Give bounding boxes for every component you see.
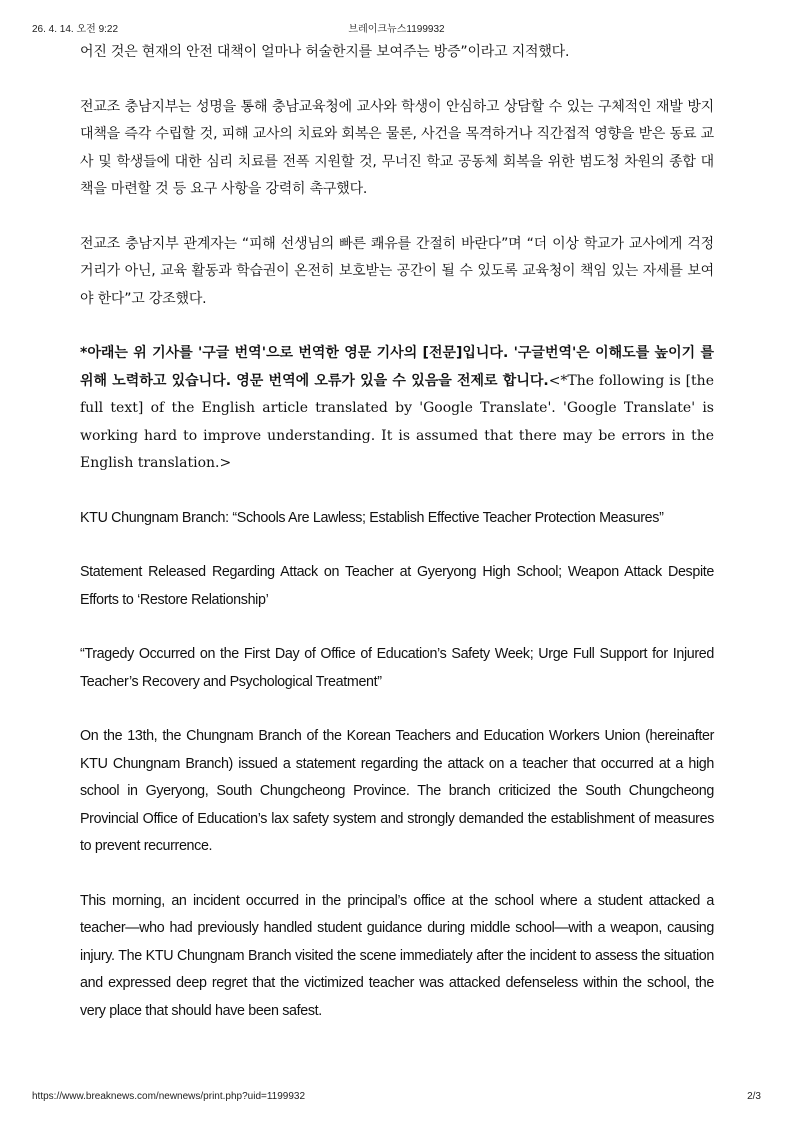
print-url: https://www.breaknews.com/newnews/print.php?uid=1199932 <box>32 1091 306 1102</box>
print-footer <box>32 1091 761 1105</box>
translation-notice-english: <*The following is [the full text] of the English article translated by 'Google Translate'. 'Google Translate' is working hard to improve understanding. It is assumed that there may be errors in the English translation.> <box>80 372 714 471</box>
print-datetime: 26. 4. 14. 오전 9:22 <box>32 24 119 35</box>
translation-notice <box>80 340 714 478</box>
print-page-title: 브레이크뉴스1199932 <box>348 24 445 35</box>
paragraph-official-quote: 전교조 충남지부 관계자는 “피해 선생님의 빠른 쾌유를 간절히 바란다”며 “더 이상 학교가 교사에게 걱정거리가 아닌, 교육 활동과 학습권이 온전히 보호받는 공간이 될 수 있도록 교육청이 책임 있는 자세를 보여야 한다”고 강조했다. <box>80 235 714 307</box>
english-paragraph-incident: This morning, an incident occurred in the principal’s office at the school where a student attacked a teacher—who had previously handled student guidance during middle school—with a weapon, causing injury. The KTU Chungnam Branch visited the scene immediately after the incident to assess the situation and expressed deep regret that the victimized teacher was attacked defenseless within the school, the very place that should have been safest. <box>80 892 714 1019</box>
translation-notice-korean: *아래는 위 기사를 '구글 번역'으로 번역한 영문 기사의 [전문]입니다. '구글번역'은 이해도를 높이기 를 위해 노력하고 있습니다. 영문 번역에 오류가 있을 수 있음을 전제로 합니다. <box>80 345 714 389</box>
paragraph-union-demands: 전교조 충남지부는 성명을 통해 충남교육청에 교사와 학생이 안심하고 상담할 수 있는 구체적인 재발 방지 대책을 즉각 수립할 것, 피해 교사의 치료와 회복은 물론, 사건을 목격하거나 직간접적 영향을 받은 동료 교사 및 학생들에 대한 심리 치료를 전폭 지원할 것, 무너진 학교 공동체 회복을 위한 범도청 차원의 종합 대책을 마련할 것 등 요구 사항을 강력히 촉구했다. <box>80 98 714 197</box>
english-subheadline-2: “Tragedy Occurred on the First Day of Office of Education’s Safety Week; Urge Full Support for Injured Teacher’s Recovery and Psychological Treatment” <box>80 646 714 690</box>
article-body <box>80 39 714 1052</box>
print-page-number: 2/3 <box>747 1091 761 1102</box>
print-header <box>32 20 761 34</box>
english-paragraph-statement: On the 13th, the Chungnam Branch of the Korean Teachers and Education Workers Union (hereinafter KTU Chungnam Branch) issued a statement regarding the attack on a teacher that occurred at a high school in Gyeryong, South Chungcheong Province. The branch criticized the South Chungcheong Provincial Office of Education’s lax safety system and strongly demanded the establishment of measures to prevent recurrence. <box>80 728 714 854</box>
english-subheadline-1: Statement Released Regarding Attack on Teacher at Gyeryong High School; Weapon Attack Despite Efforts to ‘Restore Relationship’ <box>80 564 714 608</box>
english-headline: KTU Chungnam Branch: “Schools Are Lawless; Establish Effective Teacher Protection Measures” <box>80 509 664 526</box>
paragraph-continued: 어진 것은 현재의 안전 대책이 얼마나 허술한지를 보여주는 방증”이라고 지적했다. <box>80 44 570 60</box>
